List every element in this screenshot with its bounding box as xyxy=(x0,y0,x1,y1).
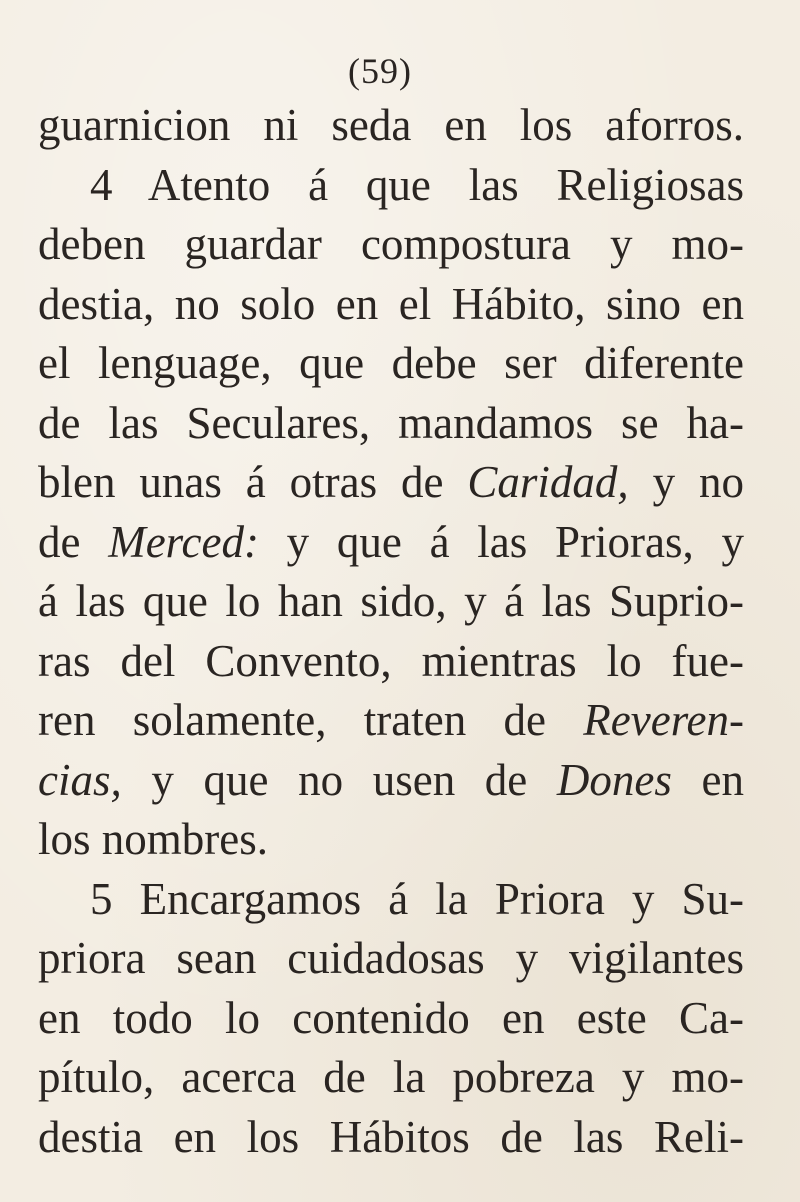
italic-word: Merced: xyxy=(108,516,259,567)
text-line: ras del Convento, mientras lo fue- xyxy=(38,635,744,686)
text-line: pítulo, acerca de la pobreza y mo- xyxy=(38,1052,744,1102)
italic-word: Reveren- xyxy=(583,695,744,745)
text-line: el lenguage, que debe ser diferente xyxy=(38,338,744,388)
italic-word: Caridad, xyxy=(467,457,629,507)
text-line: blen unas á otras de Caridad, y no xyxy=(38,457,744,507)
text-line: en todo lo contenido en este Ca- xyxy=(38,992,744,1043)
text-line: destia, no solo en el Hábito, sino en xyxy=(38,278,744,329)
text-line: á las que lo han sido, y á las Suprio- xyxy=(38,576,744,626)
text-line: priora sean cuidadosas y vigilantes xyxy=(38,933,744,983)
text-line: los nombres. xyxy=(38,814,268,864)
text-line: deben guardar compostura y mo- xyxy=(38,219,744,269)
text-line: ren solamente, traten de Reveren- xyxy=(38,695,744,745)
text-line: cias, y que no usen de Dones en xyxy=(38,754,744,805)
body-text xyxy=(38,96,744,1167)
text-line: de Merced: y que á las Prioras, y xyxy=(38,516,744,567)
text-line: 5 Encargamos á la Priora y Su- xyxy=(90,873,744,924)
italic-word: Dones xyxy=(556,754,672,805)
text-line: 4 Atento á que las Religiosas xyxy=(90,159,744,210)
text-line: de las Seculares, mandamos se ha- xyxy=(38,397,744,448)
text-line: guarnicion ni seda en los aforros. xyxy=(38,100,744,150)
text-line: destia en los Hábitos de las Reli- xyxy=(38,1111,744,1162)
page-number: (59) xyxy=(348,51,412,91)
italic-word: cias, xyxy=(38,754,122,805)
